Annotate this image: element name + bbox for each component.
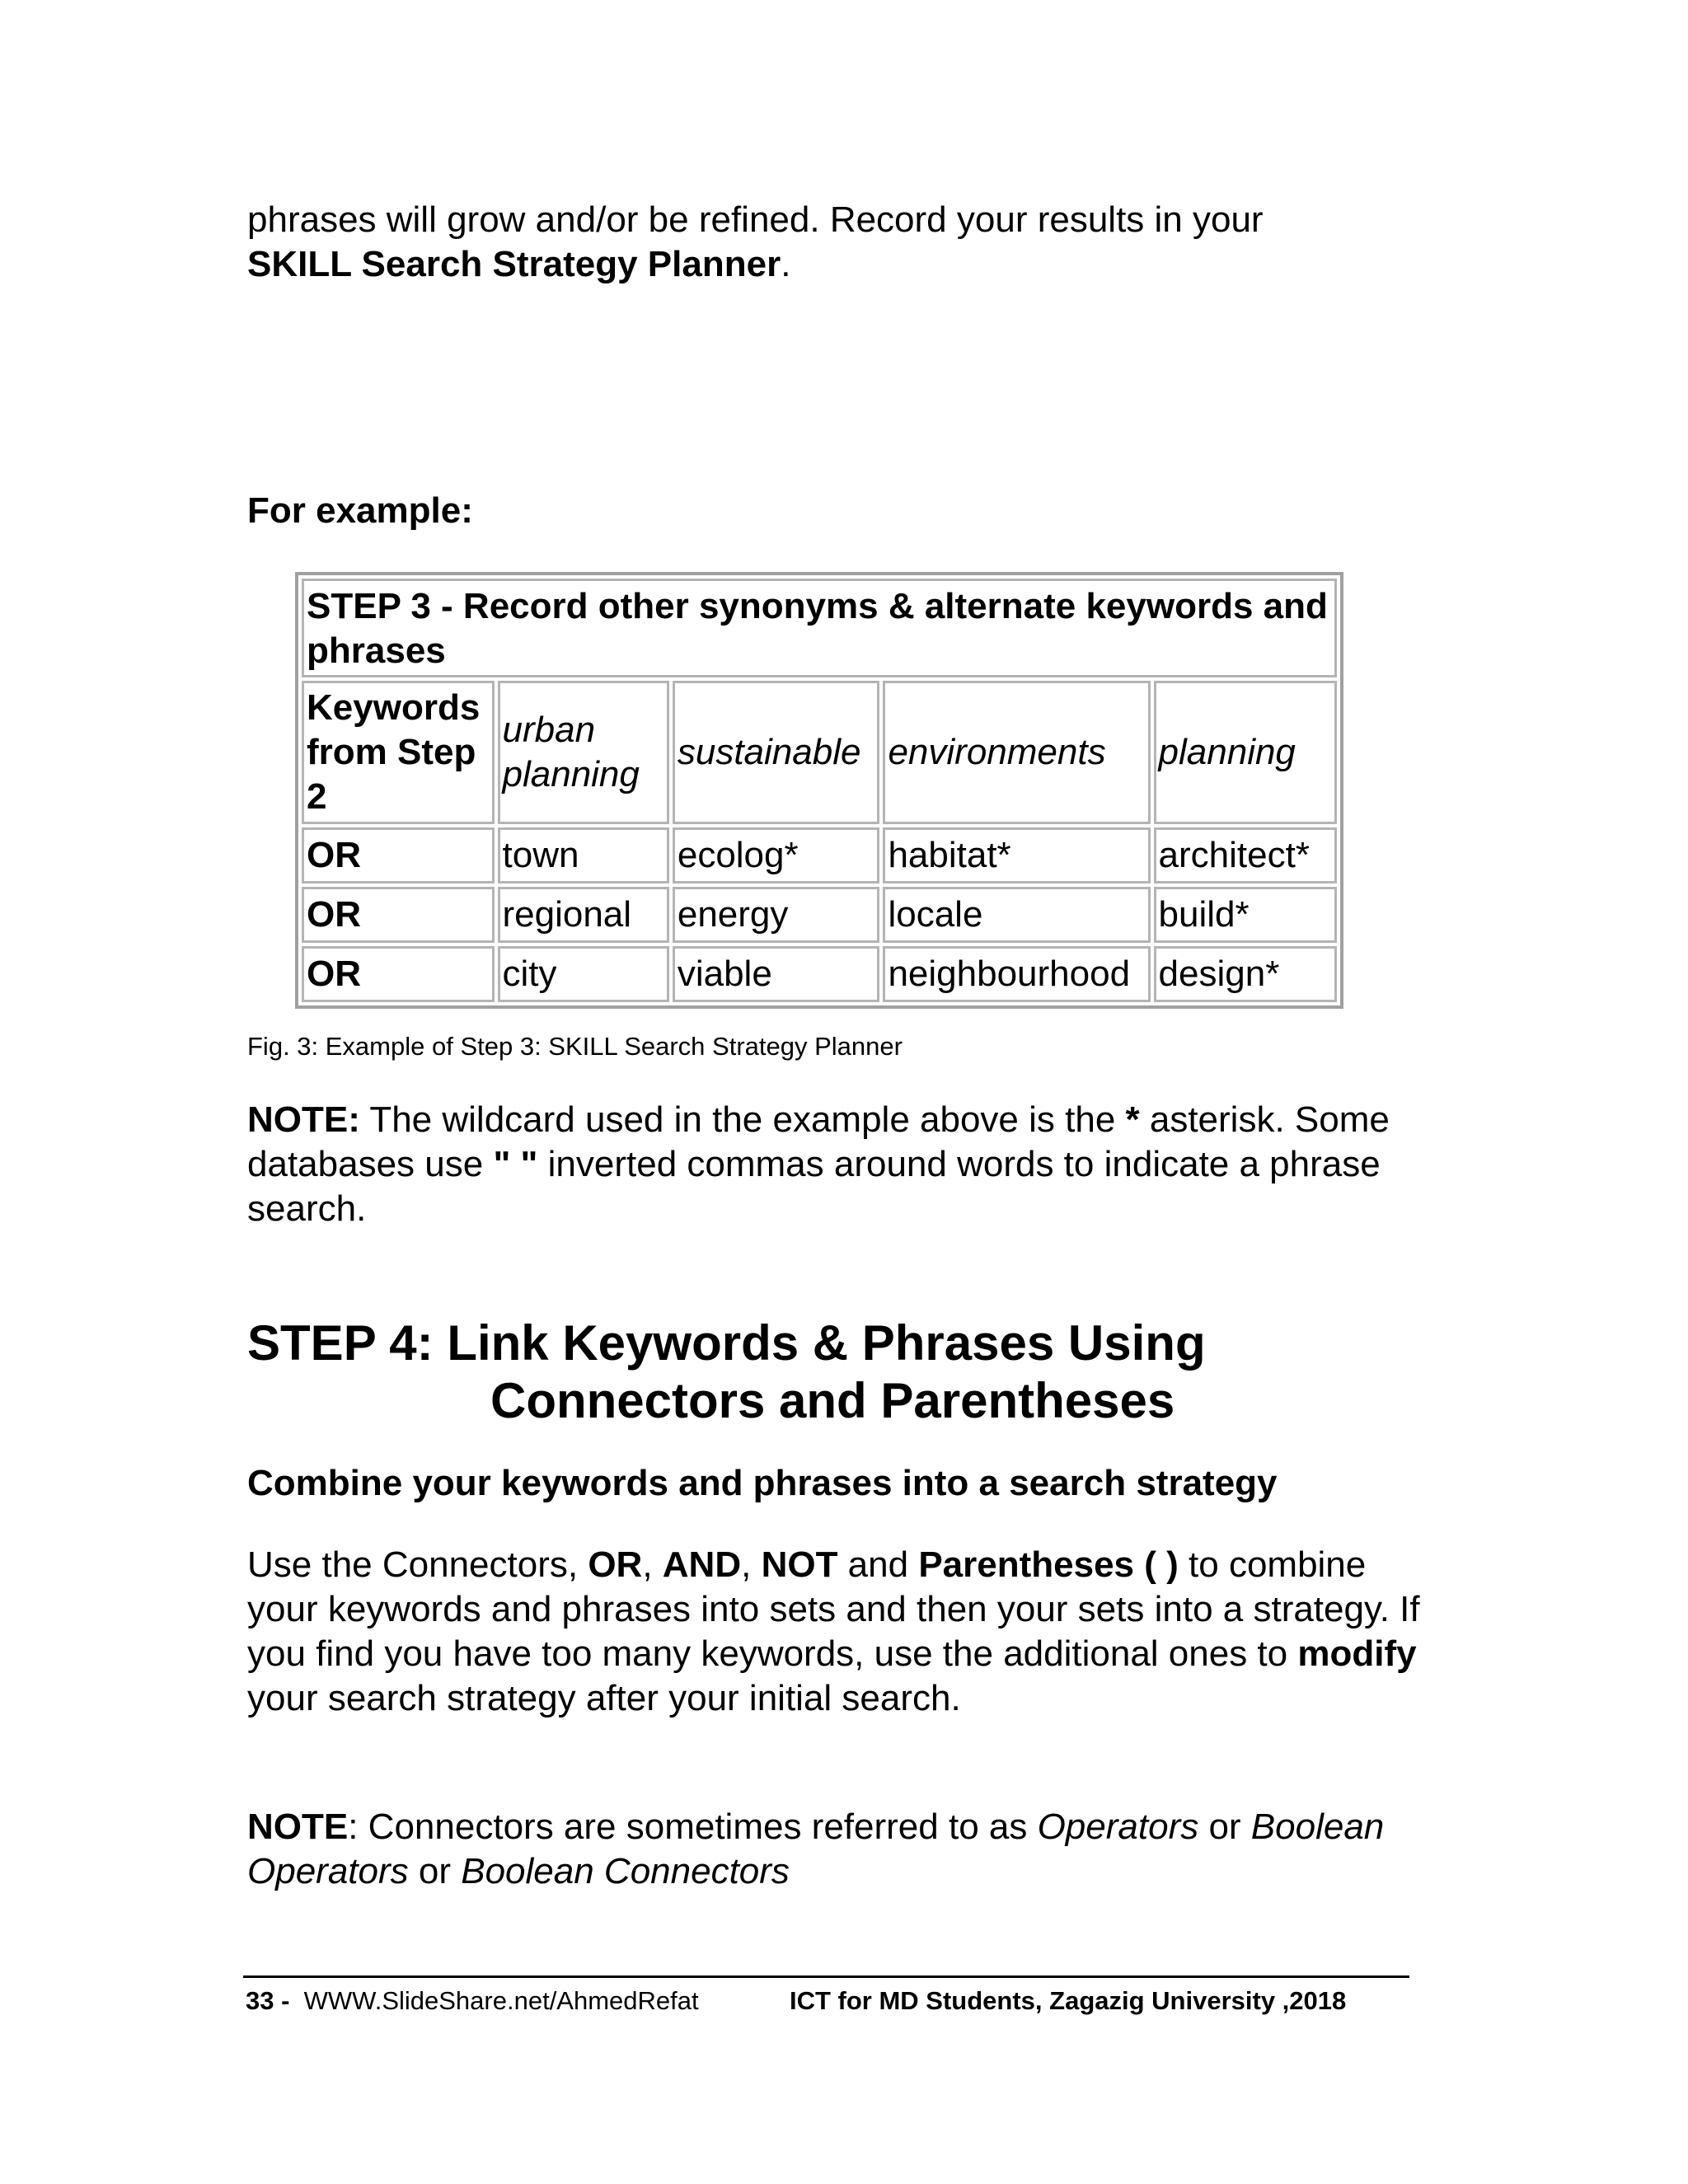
separator: , [741, 1544, 762, 1585]
boolean-connectors-term: Boolean Connectors [461, 1851, 790, 1891]
row-label: OR [302, 887, 495, 943]
figure-caption: Fig. 3: Example of Step 3: SKILL Search Strategy Planner [247, 1032, 903, 1061]
table-caption: STEP 3 - Record other synonyms & alternate keywords and phrases [302, 579, 1337, 677]
row-label: OR [302, 827, 495, 883]
note-text: or [1198, 1807, 1251, 1847]
table-row [302, 887, 1337, 943]
planner-name: SKILL Search Strategy Planner [247, 244, 781, 284]
boolean-operators-term: Boolean Operators [247, 1807, 1385, 1891]
table-cell: ecolog* [673, 827, 880, 883]
planner-grid [298, 575, 1340, 1005]
wildcard-note [247, 1098, 1434, 1231]
not-keyword: NOT [761, 1544, 838, 1585]
modify-keyword: modify [1297, 1633, 1417, 1674]
footer-divider [243, 1975, 1409, 1978]
header-label: Keywords from Step 2 [302, 681, 495, 824]
step4-heading-line2: Connectors and Parentheses [490, 1373, 1175, 1428]
combine-subheading: Combine your keywords and phrases into a search strategy [247, 1463, 1278, 1503]
table-cell: architect* [1154, 827, 1337, 883]
paragraph-text: your search strategy after your initial search. [247, 1678, 961, 1718]
header-cell: sustainable [673, 681, 880, 824]
table-cell: locale [883, 887, 1150, 943]
table-cell: city [498, 946, 669, 1002]
footer-course: ICT for MD Students, Zagazig University ,2018 [790, 1986, 1347, 2015]
asterisk-symbol: * [1125, 1099, 1140, 1140]
page-number: 33 - [246, 1986, 290, 2015]
for-example-label: For example: [247, 490, 473, 531]
note-text: asterisk. Some databases use [247, 1099, 1390, 1184]
or-keyword: OR [588, 1544, 643, 1585]
table-cell: regional [498, 887, 669, 943]
table-header-row [302, 681, 1337, 824]
header-cell: planning [1154, 681, 1337, 824]
table-cell: town [498, 827, 669, 883]
row-label: OR [302, 946, 495, 1002]
note-text: The wildcard used in the example above is the [359, 1099, 1126, 1140]
header-cell: environments [883, 681, 1150, 824]
header-cell: urban planning [498, 681, 669, 824]
note-text: : Connectors are sometimes referred to as [348, 1807, 1038, 1847]
note-label: NOTE [247, 1807, 349, 1847]
note-label: NOTE: [247, 1099, 360, 1140]
parentheses-keyword: Parentheses ( ) [918, 1544, 1179, 1585]
operators-term: Operators [1037, 1807, 1199, 1847]
table-cell: neighbourhood [883, 946, 1150, 1002]
page-footer [246, 1985, 1347, 2018]
table-row [302, 827, 1337, 883]
connectors-paragraph [247, 1543, 1434, 1721]
table-cell: energy [673, 887, 880, 943]
separator: , [642, 1544, 663, 1585]
paragraph-text: and [837, 1544, 919, 1585]
operators-note [247, 1805, 1434, 1894]
intro-line: phrases will grow and/or be refined. Record your results in your [247, 199, 1264, 240]
table-cell: viable [673, 946, 880, 1002]
table-cell: design* [1154, 946, 1337, 1002]
paragraph-text: Use the Connectors, [247, 1544, 588, 1585]
intro-paragraph [247, 198, 1434, 287]
planner-table [295, 572, 1343, 1009]
paragraph-text: to combine your keywords and phrases into sets and then your sets into a strategy. If you find you have too many keywords, use the additional ones to [247, 1544, 1420, 1674]
table-cell: build* [1154, 887, 1337, 943]
and-keyword: AND [662, 1544, 742, 1585]
note-text: or [408, 1851, 462, 1891]
intro-tail: . [781, 244, 791, 284]
step4-heading [247, 1315, 1434, 1430]
table-cell: habitat* [883, 827, 1150, 883]
step4-heading-line1: STEP 4: Link Keywords & Phrases Using [247, 1315, 1206, 1371]
quotes-symbol: " " [493, 1144, 538, 1184]
note-text: inverted commas around words to indicate a phrase search. [247, 1144, 1381, 1229]
footer-site: WWW.SlideShare.net/AhmedRefat [289, 1986, 699, 2015]
table-row [302, 946, 1337, 1002]
